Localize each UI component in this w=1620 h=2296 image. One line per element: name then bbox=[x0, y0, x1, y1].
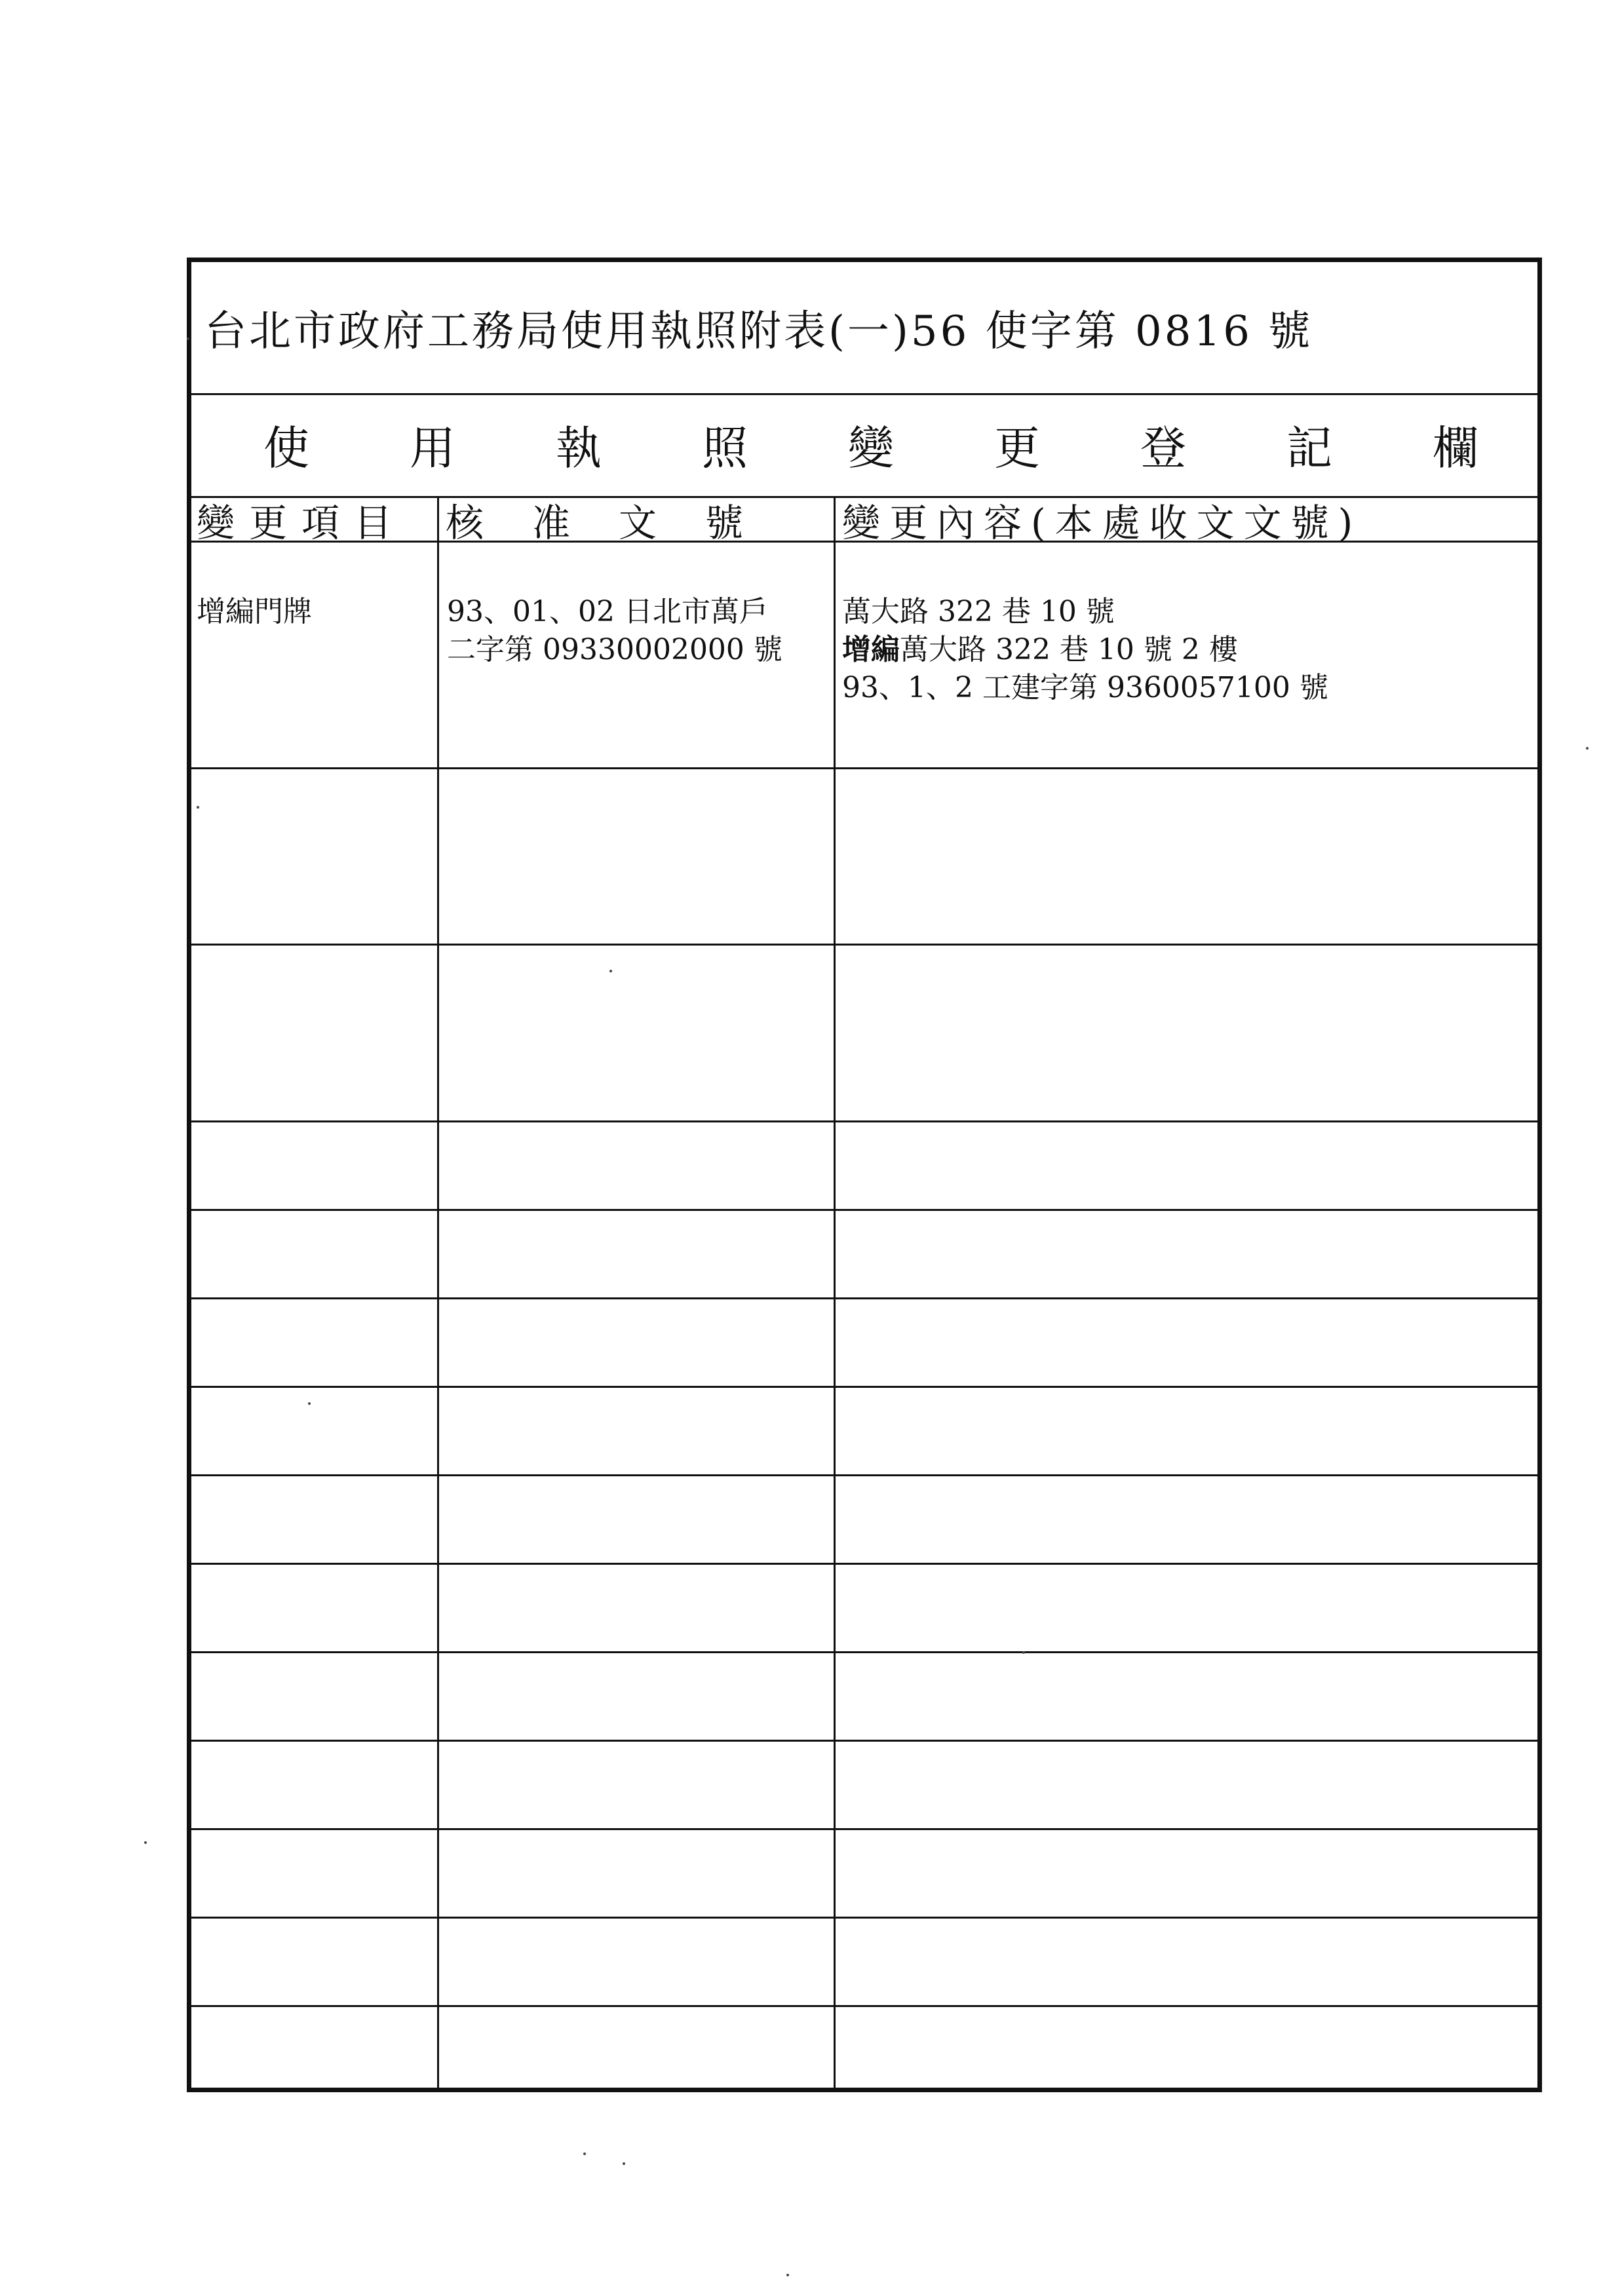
column-divider bbox=[437, 498, 439, 2088]
scan-speck bbox=[1586, 747, 1589, 750]
column-header-item-text: 變更項目 bbox=[197, 500, 407, 545]
heading-char: 更 bbox=[994, 421, 1040, 475]
column-divider bbox=[834, 498, 836, 2088]
heading-char: 執 bbox=[556, 421, 602, 475]
scan-speck bbox=[187, 337, 189, 340]
row-divider bbox=[191, 1828, 1537, 1830]
title-row bbox=[191, 262, 1537, 395]
scan-speck bbox=[1022, 1651, 1025, 1654]
heading-char: 用 bbox=[410, 421, 455, 475]
entry-item: 增編門牌 bbox=[197, 595, 312, 628]
row-divider bbox=[191, 1474, 1537, 1476]
entry-content-text: 萬大路 322 巷 10 號 2 樓 bbox=[900, 633, 1238, 666]
row-divider bbox=[191, 1386, 1537, 1388]
heading-char: 使 bbox=[263, 421, 309, 475]
row-divider bbox=[191, 1120, 1537, 1122]
entry-content-line2 bbox=[842, 631, 1238, 669]
section-heading bbox=[191, 393, 1537, 498]
row-divider bbox=[191, 1917, 1537, 1919]
row-divider bbox=[191, 1740, 1537, 1742]
heading-char: 變 bbox=[848, 421, 894, 475]
entry-approval-line1: 93、01、02 日北市萬戶 bbox=[447, 595, 768, 628]
column-header-item bbox=[191, 498, 437, 543]
scan-speck bbox=[144, 1841, 147, 1844]
scan-speck bbox=[197, 806, 199, 809]
scan-speck bbox=[308, 1402, 311, 1405]
heading-char: 照 bbox=[702, 421, 748, 475]
row-divider bbox=[191, 767, 1537, 769]
scan-speck bbox=[786, 2274, 789, 2276]
heading-char: 記 bbox=[1286, 421, 1332, 475]
license-form bbox=[187, 258, 1542, 2092]
column-header-approval: 核 准 文 號 bbox=[439, 498, 834, 543]
scan-speck bbox=[623, 2162, 625, 2165]
scan-speck bbox=[583, 2152, 586, 2155]
row-divider bbox=[191, 2005, 1537, 2007]
entry-content-line3: 93、1、2 工建字第 9360057100 號 bbox=[842, 671, 1328, 704]
entry-approval-line2: 二字第 09330002000 號 bbox=[447, 633, 782, 666]
row-divider bbox=[191, 1651, 1537, 1653]
column-header-content: 變更內容(本處收文文號) bbox=[836, 498, 1537, 543]
row-divider bbox=[191, 1297, 1537, 1299]
heading-char: 欄 bbox=[1433, 421, 1478, 475]
entry-content-line1: 萬大路 322 巷 10 號 bbox=[842, 595, 1115, 628]
form-title: 台北市政府工務局使用執照附表(一)56 使字第 0816 號 bbox=[204, 307, 1313, 356]
row-divider bbox=[191, 1209, 1537, 1211]
row-divider bbox=[191, 1563, 1537, 1565]
heading-char: 登 bbox=[1140, 421, 1186, 475]
entry-content-bold: 增編 bbox=[842, 633, 900, 666]
scan-speck bbox=[609, 970, 612, 972]
row-divider bbox=[191, 944, 1537, 946]
